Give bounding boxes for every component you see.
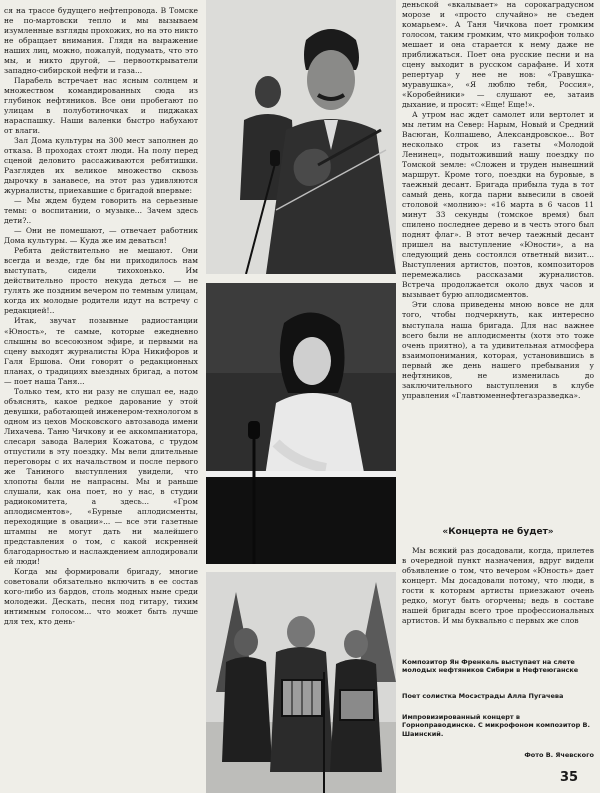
photo-pugacheva (206, 283, 396, 564)
paragraph: Итак, звучат позывные радиостанции «Юность», те самые, которые ежедневно слышны во всесоюзном эфире, и первыми на сцену выходят журналисты Юра Никифоров и Галя Ершова. Они говорят о редакционных планах, о традициях выездных бригад, а потом — поет наша Таня... (4, 316, 198, 386)
page-number: 35 (560, 770, 579, 785)
paragraph: деньской «вкалывает» на сорокаградусном морозе и «просто случайно» не съеден комарьем». А Таня Чичкова поет громким голосом, таким громким, что микрофон только мешает и она старается к нему даже не приближаться. Поет она русские песни и на сцену выходит в русском сарафане. И хотя репертуар у нее не нов: «Травушка-муравушка», «Я люблю тебя, Россия», «Коробейники» — слушают ее, затаив дыхание, и просят: «Еще! Еще!». (402, 0, 594, 110)
text-column-right-bottom (402, 546, 594, 642)
paragraph: Парабель встречает нас ясным солнцем и множеством командированных сюда из глубинок нефтяников. Все они пробегают по улицам в полуботиночках и пиджаках нараспашку. Наши валенки быстро набухают от влаги. (4, 76, 198, 136)
paragraph: Эти слова приведены мною вовсе не для того, чтобы подчеркнуть, как интересно выступала наша бригада. Для нас важнее всего были не аплодисменты (хотя это тоже очень приятно), а та удивительная атмосфера взаимопонимания, которая, установившись в первый же день нашего пребывания у нефтяников, не изменилась до заключительного выступления в клубе управления «Главтюменнефтегазразведка». (402, 300, 594, 400)
photo-credit: Фото В. Ячевского (524, 751, 594, 759)
caption-concert: Импровизированный концерт в Горноправодинске. С микрофоном композитор В. Шаинский. (402, 713, 590, 738)
text-column-right-top (402, 0, 594, 536)
text-column-left (4, 6, 198, 793)
photo-concert-accordion (206, 572, 396, 793)
paragraph: Ребята действительно не мешают. Они всегда и везде, где бы ни приходилось нам выступать, сидели тихохонько. Им действительно просто некуда деться — не гулять же поздним вечером по темным улицам, когда их молодые родители идут на встречу с редакцией!.. (4, 246, 198, 316)
paragraph: ся на трассе будущего нефтепровода. В Томске не по-мартовски тепло и мы вызываем изумленные взгляды прохожих, но на это никто не обращает внимания. Глядя на выражение наших лиц, можно, пожалуй, подумать, что это мы, и никто другой, — первооткрыватели западно-сибирской нефти и газа... (4, 6, 198, 76)
paragraph: — Они не помешают, — отвечает работник Дома культуры. — Куда же им деваться! (4, 226, 198, 246)
section-heading: «Концерта не будет» (442, 527, 554, 537)
photo-pugacheva-image (206, 283, 396, 564)
paragraph: Зал Дома культуры на 300 мест заполнен до отказа. В проходах стоят люди. На полу перед сценой деловито рассаживаются ребятишки. Разглядев их великое множество сквозь дырочку в занавесе, на этот раз удивляются журналисты, приехавшие с бригадой впервые: (4, 136, 198, 196)
photo-frenkel (206, 0, 396, 274)
caption-frenkel: Композитор Ян Френкель выступает на слете молодых нефтяников Сибири в Нефтеюганске (402, 658, 579, 675)
paragraph: А утром нас ждет самолет или вертолет и мы летим на Север: Нарым, Новый и Средний Васюган, Колпашево, Александровское... Вот несколько строк из газеты «Молодой Ленинец», подытоживший нашу поездку по Томской земле: «Сложен и труден нынешний маршрут. Кроме того, поездки на буровые, в таежный десант. Бригада прибыла туда в тот самый день, когда парни вывесили в своей столовой «молнию»: «16 марта в 6 часов 11 минут 33 секунды (томское время) был спилено последнее дерево и в честь этого был поднят флаг». В этот вечер таежный десант пришел на выступление «Юности», а на следующий день состоялся ответный визит... Выступления артистов, поэтов, композиторов перемежались рассказами журналистов. Встреча продолжается около двух часов и вызывает бурю аплодисментов. (402, 110, 594, 300)
paragraph: Только тем, кто ни разу не слушал ее, надо объяснять, какое редкое дарование у этой девушки, работающей инженером-технологом в одном из цехов Московского автозавода имени Лихачева. Таню Чичкову и ее аккомпаниатора, слесаря завода Валерия Кожатова, с трудом отпустили в эту поездку. Мы вели длительные переговоры с их начальством и после первого же Таниного выступления увидели, что хлопоты были не напрасны. Мы и раньше слушали, как она поет, но у нас, в студии радиокомитета, а здесь... «Гром аплодисментов», «Бурные аплодисменты, переходящие в овации»... — все эти газетные штампы не могут дать ни малейшего представления о том, с какой искренней благодарностью и наслаждением аплодировали ей люди! (4, 386, 198, 566)
caption-pugacheva: Поет солистка Мосэстрады Алла Пугачева (402, 692, 564, 700)
photo-concert-accordion-image (206, 572, 396, 793)
paragraph: Мы всякий раз досадовали, когда, прилетев в очередной пункт назначения, вдруг видели объявление о том, что вечером «Юность» дает концерт. Мы досадовали потому, что люди, в гости к которым артисты приезжают очень редко, могут быть огорчены; ведь в составе нашей бригады всего трое профессиональных артистов. И мы буквально с первых же слов (402, 546, 594, 626)
paragraph: Когда мы формировали бригаду, многие советовали обязательно включить в ее состав кого-либо из бардов, столь модных ныне среди молодежи. Дескать, песня под гитару, тихим интимным голосом... что может быть лучше для тех, кто день- (4, 566, 198, 626)
paragraph: — Мы ждем будем говорить на серьезные темы: о воспитании, о музыке... Зачем здесь дети?.. (4, 196, 198, 226)
photo-frenkel-image (206, 0, 396, 274)
